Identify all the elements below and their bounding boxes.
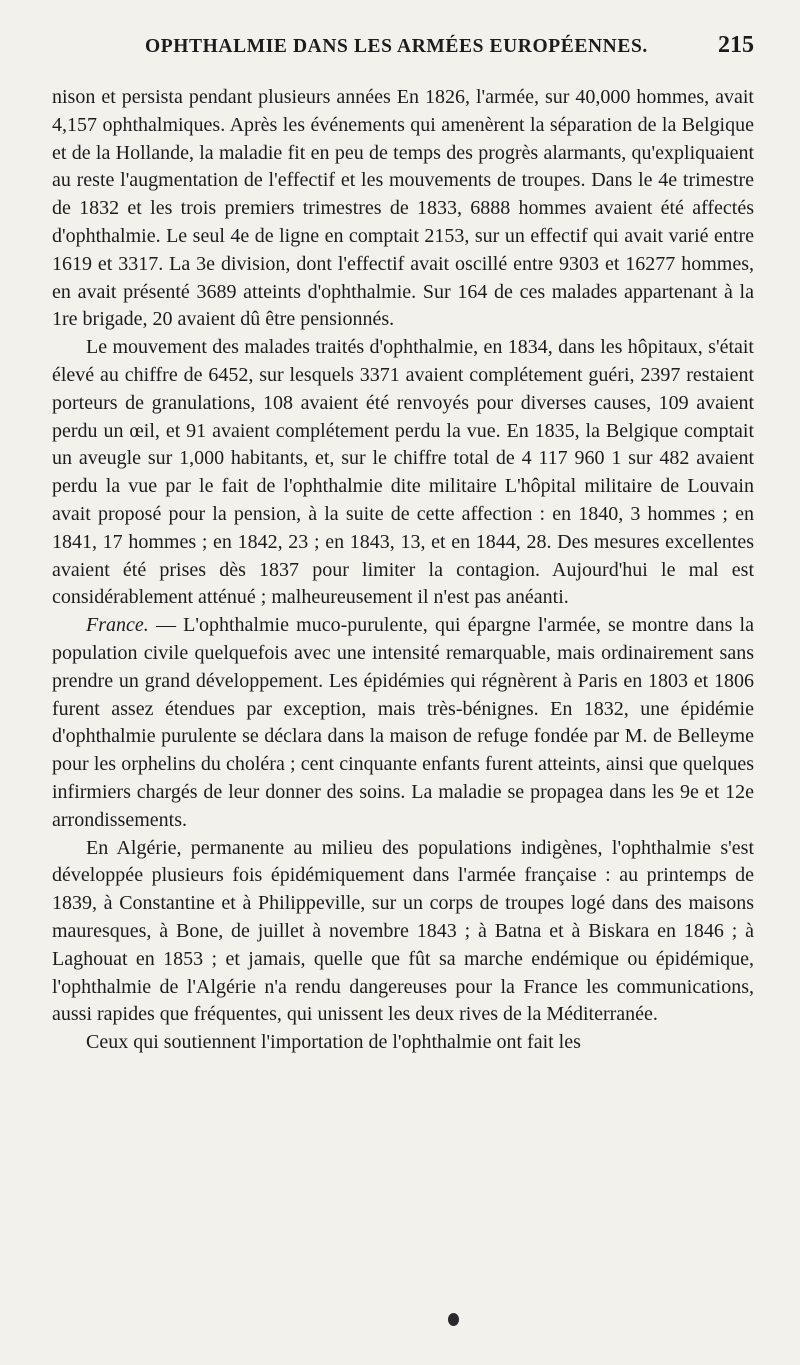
paragraph-belgium-continued: nison et persista pendant plusieurs années En 1826, l'armée, sur 40,000 hommes, avait 4,157 ophthalmiques. Après les événements qui amenèrent la séparation de la Belgique et de la Hollande, la maladie fit en peu de temps des progrès alarmants, qu'expliquaient au reste l'augmentation de l'effectif et les mouvements de troupes. Dans le 4e trimestre de 1832 et les trois premiers trimestres de 1833, 6888 hommes avaient été affectés d'ophthalmie. Le seul 4e de ligne en comptait 2153, sur un effectif qui avait varié entre 1619 et 3317. La 3e division, dont l'effectif avait oscillé entre 9303 et 16277 hommes, en avait présenté 3689 atteints d'ophthalmie. Sur 164 de ces malades appartenant à la 1re brigade, 20 avaient dû être pensionnés. (52, 86, 754, 331)
country-heading-france: France. (86, 614, 149, 637)
paragraph-algeria: En Algérie, permanente au milieu des populations indigènes, l'ophthalmie s'est développée plusieurs fois épidémiquement dans l'armée française : au printemps de 1839, à Constantine et à Philippeville, sur un corps de troupes logé dans des maisons mauresques, à Bone, de juillet à novembre 1843 ; à Batna et à Biskara en 1846 ; à Laghouat en 1853 ; et jamais, quelle que fût sa marche endémique ou épidémique, l'ophthalmie de l'Algérie n'a rendu dangereuses pour la France les communications, aussi rapides que fréquentes, qui unissent les deux rives de la Méditerranée. (52, 836, 754, 1026)
body-text (52, 84, 754, 1057)
paragraph-france-text: — L'ophthalmie muco-purulente, qui épargne l'armée, se montre dans la population civile quelquefois avec une intensité remarquable, mais ordinairement sans prendre un grand développement. Les épidémies qui régnèrent à Paris en 1803 et 1806 furent assez étendues par exception, mais très-bénignes. En 1832, une épidémie d'ophthalmie purulente se déclara dans la maison de refuge fondée par M. de Belleyme pour les orphelins du choléra ; cent cinquante enfants furent atteints, ainsi que quelques infirmiers chargés de leur donner des soins. La maladie se propagea dans les 9e et 12e arrondissements. (52, 614, 754, 831)
paragraph-hospital-movement: Le mouvement des malades traités d'ophthalmie, en 1834, dans les hôpitaux, s'était élevé au chiffre de 6452, sur lesquels 3371 avaient complétement guéri, 2397 restaient porteurs de granulations, 108 avaient été renvoyés pour diverses causes, 109 avaient perdu un œil, et 91 avaient complétement perdu la vue. En 1835, la Belgique comptait un aveugle sur 1,000 habitants, et, sur le chiffre total de 4 117 960 1 sur 482 avaient perdu la vue par le fait de l'ophthalmie dite militaire L'hôpital militaire de Louvain avait proposé pour la pension, à la suite de cette affection : en 1840, 3 hommes ; en 1841, 17 hommes ; en 1842, 23 ; en 1843, 13, et en 1844, 28. Des mesures excellentes avaient été prises dès 1837 pour limiter la contagion. Aujourd'hui le mal est considérablement atténué ; malheureusement il n'est pas anéanti. (52, 336, 754, 609)
paragraph-importation: Ceux qui soutiennent l'importation de l'ophthalmie ont fait les (86, 1031, 581, 1054)
page-header (52, 32, 754, 84)
page-number: 215 (718, 32, 754, 58)
running-title: OPHTHALMIE DANS LES ARMÉES EUROPÉENNES. (145, 36, 648, 57)
printer-signature-mark (448, 1313, 459, 1326)
paragraph-france (52, 612, 754, 834)
